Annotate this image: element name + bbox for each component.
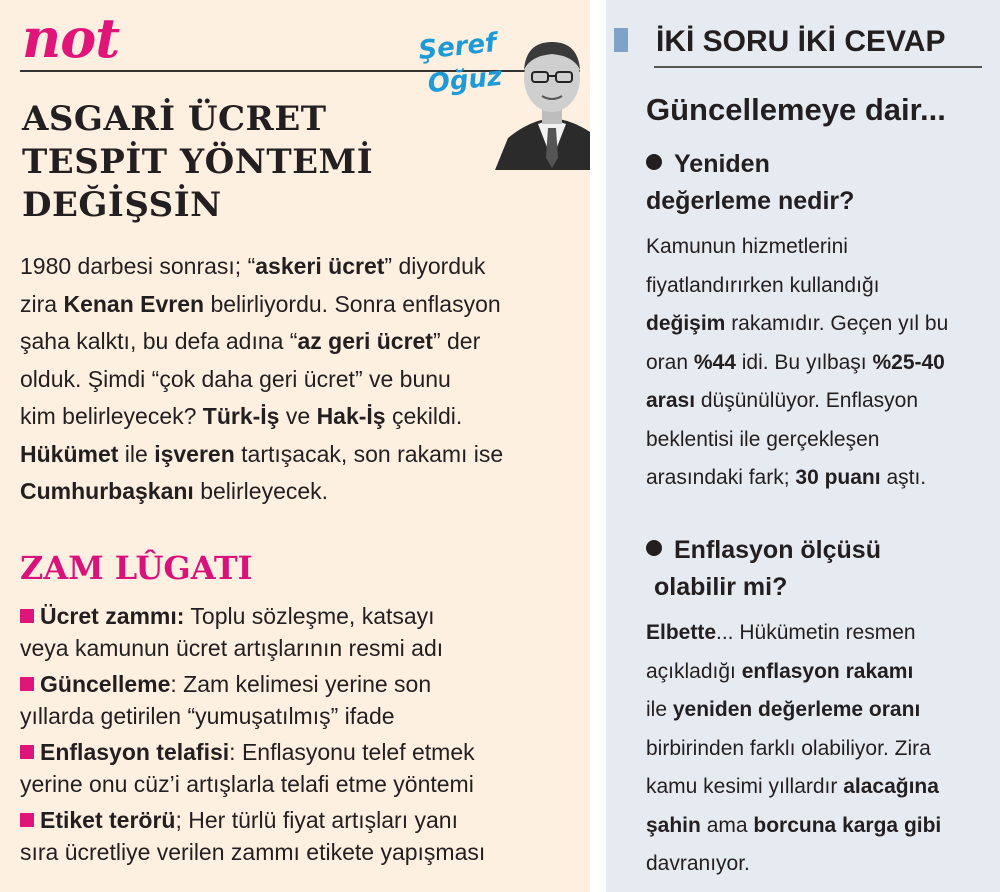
text-line	[646, 807, 986, 846]
section-header: İKİ SORU İKİ CEVAP	[656, 25, 946, 58]
bullet-dot-icon	[646, 540, 662, 556]
text-line	[646, 267, 986, 306]
pink-square-icon	[20, 609, 34, 623]
text-segment: ... Hükümetin resmen	[716, 621, 916, 644]
glossary-definition: yıllarda getirilen “yumuşatılmış” ifade	[20, 703, 395, 729]
text-segment: beklentisi ile gerçekleşen	[646, 427, 880, 451]
text-line	[20, 361, 540, 399]
text-segment: çekildi.	[385, 403, 463, 429]
text-segment: kim belirleyecek?	[20, 403, 203, 429]
section-title: Güncellemeye dair...	[646, 92, 946, 127]
glossary-list	[20, 600, 580, 872]
text-segment: ve	[279, 403, 317, 429]
pink-square-icon	[20, 745, 34, 759]
glossary-definition: ; Her türlü fiyat artışları yanı	[175, 807, 458, 833]
glossary-term: Güncelleme	[40, 671, 171, 697]
column-right	[606, 0, 1000, 892]
text-segment: Hak-İş	[316, 403, 386, 429]
text-line	[646, 421, 986, 460]
glossary-item-line	[20, 668, 580, 700]
text-segment: Türk-İş	[202, 403, 280, 429]
text-segment: tartışacak, son rakamı ise	[234, 440, 504, 467]
text-segment: Hükümet	[20, 440, 119, 467]
column-divider	[590, 0, 606, 892]
text-segment: %44	[693, 350, 736, 374]
text-segment: düşünülüyor. Enflasyon	[695, 389, 919, 412]
text-segment: ” der	[432, 328, 481, 354]
bullet-dot-icon	[646, 154, 662, 170]
text-segment: belirleyecek.	[193, 478, 329, 504]
text-line	[646, 382, 986, 421]
text-segment: alacağına	[843, 775, 939, 798]
text-segment: ile	[118, 440, 155, 467]
text-line	[646, 768, 986, 807]
text-segment: Cumhurbaşkanı	[20, 478, 194, 504]
text-segment: rakamıdır. Geçen yıl bu	[725, 312, 949, 335]
author-first-name: Şeref	[416, 28, 498, 67]
glossary-definition: sıra ücretliye verilen zammı etikete yapışması	[20, 839, 486, 865]
text-line	[646, 730, 986, 769]
text-segment: şahin	[646, 813, 701, 837]
headline-line: TESPİT YÖNTEMİ	[22, 142, 374, 182]
section-marker-icon	[614, 28, 628, 52]
text-segment: zira	[20, 290, 64, 317]
glossary-term: Etiket terörü	[40, 807, 176, 833]
text-segment: Elbette	[646, 621, 717, 644]
glossary-item-line	[20, 736, 580, 768]
text-line	[646, 344, 986, 383]
glossary-definition: yerine onu cüz’i artışlarla telafi etme yöntemi	[20, 771, 474, 797]
text-segment: 1980 darbesi sonrası; “	[20, 253, 256, 279]
text-segment: belirliyordu. Sonra enflasyon	[204, 290, 501, 317]
text-segment: açıkladığı	[646, 659, 742, 683]
question-2-line: olabilir mi?	[654, 573, 788, 601]
text-segment: aştı.	[880, 466, 927, 489]
text-line	[20, 286, 540, 324]
glossary-item-line	[20, 804, 580, 836]
text-line	[646, 845, 986, 884]
text-segment: oran	[646, 350, 694, 374]
text-segment: arası	[646, 389, 696, 412]
text-segment: arasındaki fark;	[646, 466, 796, 489]
text-line	[646, 305, 986, 344]
text-segment: Kamunun hizmetlerini	[646, 235, 848, 258]
question-2	[646, 532, 881, 606]
text-line	[20, 398, 540, 436]
glossary-item	[20, 600, 580, 664]
text-line	[646, 614, 986, 653]
text-line	[646, 653, 986, 692]
section-rule	[654, 66, 982, 68]
glossary-item	[20, 736, 580, 800]
glossary-term: Enflasyon telafisi	[40, 739, 230, 765]
answer-2	[646, 614, 986, 884]
text-segment: idi. Bu yılbaşı	[735, 350, 873, 374]
text-segment: az geri ücret	[297, 328, 433, 354]
glossary-title: ZAM LÛGATI	[20, 549, 253, 587]
headline-line: DEĞİŞSİN	[22, 185, 222, 225]
text-segment: borcuna karga gibi	[753, 813, 942, 837]
glossary-term: Ücret zammı:	[40, 603, 185, 629]
text-segment: birbirinden farklı olabiliyor. Zira	[646, 736, 931, 760]
text-segment: işveren	[154, 440, 235, 467]
text-line	[646, 459, 986, 498]
glossary-definition: Toplu sözleşme, katsayı	[184, 603, 435, 629]
question-2-line: Enflasyon ölçüsü	[674, 536, 881, 564]
text-line	[20, 473, 540, 511]
text-segment: davranıyor.	[646, 852, 750, 875]
glossary-definition: veya kamunun ücret artışlarının resmi adı	[20, 635, 444, 661]
author-last-name: Oğuz	[426, 61, 504, 100]
lead-paragraph	[20, 248, 540, 511]
glossary-definition: : Enflasyonu telef etmek	[229, 739, 475, 765]
question-1-line: Yeniden	[674, 150, 770, 178]
text-segment: ile	[646, 698, 673, 721]
text-segment: ama	[700, 813, 754, 837]
answer-1	[646, 228, 986, 498]
glossary-item	[20, 668, 580, 732]
glossary-item	[20, 804, 580, 868]
column-logo: not	[22, 6, 120, 70]
text-segment: Kenan Evren	[63, 290, 205, 317]
text-segment: kamu kesimi yıllardır	[646, 775, 844, 798]
text-segment: olduk. Şimdi “çok daha geri ücret” ve bunu	[20, 365, 451, 392]
text-line	[20, 436, 540, 474]
text-segment: 30 puanı	[795, 466, 881, 489]
question-1	[646, 146, 854, 220]
question-1-line: değerleme nedir?	[646, 187, 855, 215]
text-segment: %25-40	[872, 350, 945, 374]
glossary-definition: : Zam kelimesi yerine son	[170, 671, 432, 697]
text-line	[20, 323, 540, 361]
headline	[22, 98, 382, 227]
text-segment: fiyatlandırırken kullandığı	[646, 273, 880, 297]
text-segment: enflasyon rakamı	[741, 659, 914, 683]
text-line	[646, 691, 986, 730]
text-segment: ” diyorduk	[384, 253, 486, 279]
headline-line: ASGARİ ÜCRET	[22, 99, 327, 139]
glossary-item-line	[20, 600, 580, 632]
text-line	[20, 248, 540, 286]
text-segment: askeri ücret	[255, 253, 385, 279]
text-segment: değişim	[646, 312, 726, 335]
text-segment: şaha kalktı, bu defa adına “	[20, 328, 298, 354]
text-line	[646, 228, 986, 267]
pink-square-icon	[20, 813, 34, 827]
pink-square-icon	[20, 677, 34, 691]
text-segment: yeniden değerleme oranı	[672, 698, 921, 721]
